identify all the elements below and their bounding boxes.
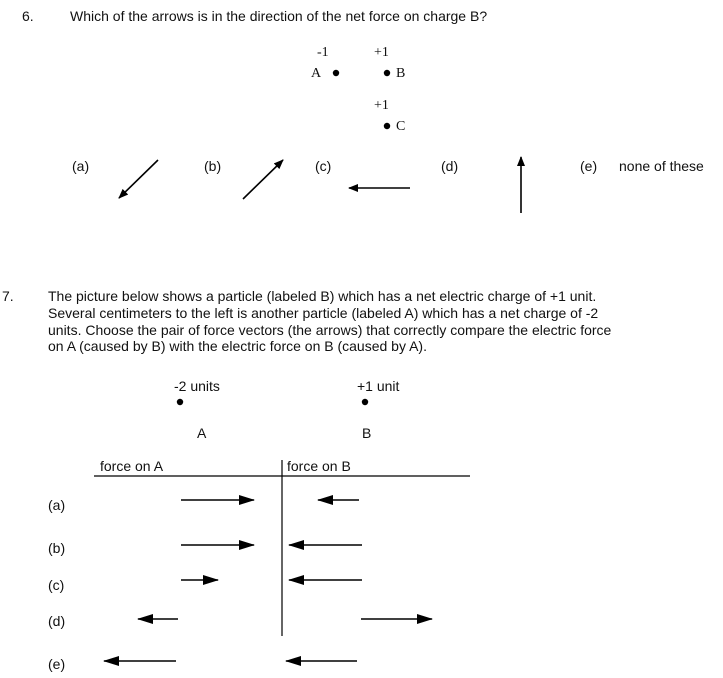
q6-option-b: (b) — [204, 158, 222, 174]
question-7-number: 7. — [2, 288, 14, 304]
q7-option-b: (b) — [48, 540, 66, 556]
charge-a-dot — [333, 70, 339, 76]
particle-b-label: B — [362, 425, 372, 441]
q6-option-d: (d) — [441, 158, 459, 174]
particle-a-dot — [177, 399, 183, 405]
q6-option-a: (a) — [72, 158, 90, 174]
charge-b-dot — [384, 70, 390, 76]
question-7-text: The picture below shows a particle (labeled B) which has a net electric charge of +1 unit. Several centimeters to the left is another particle (labeled A) which has a net charge of -2 units. Choose the pair of force vectors (the arrows) that correctly compare the electric force on A (caused by B) with the electric force on B (caused by A). — [48, 288, 612, 355]
charge-c-label: C — [396, 119, 406, 134]
q7-option-c: (c) — [48, 577, 65, 593]
force-on-b-header: force on B — [287, 458, 351, 474]
particle-a-label: A — [197, 425, 207, 441]
charge-b-value: +1 — [374, 45, 389, 60]
q7-option-e: (e) — [48, 656, 66, 672]
q6-arrow-b — [243, 160, 283, 199]
particle-b-dot — [362, 399, 368, 405]
q7-option-d: (d) — [48, 613, 66, 629]
question-6-number: 6. — [22, 8, 34, 24]
charge-a-value: -1 — [317, 45, 329, 60]
q6-option-e: (e) — [580, 158, 598, 174]
question-6-text: Which of the arrows is in the direction of the net force on charge B? — [70, 8, 488, 24]
charge-c-dot — [384, 123, 390, 129]
particle-b-charge: +1 unit — [357, 378, 400, 394]
q6-option-c: (c) — [315, 158, 332, 174]
q6-arrow-a — [119, 160, 158, 198]
charge-b-label: B — [396, 66, 406, 81]
q7-option-a: (a) — [48, 497, 66, 513]
particle-a-charge: -2 units — [174, 378, 220, 394]
charge-c-value: +1 — [374, 98, 389, 113]
force-on-a-header: force on A — [100, 458, 164, 474]
q6-option-e-text: none of these — [619, 158, 704, 174]
charge-a-label: A — [311, 66, 322, 81]
